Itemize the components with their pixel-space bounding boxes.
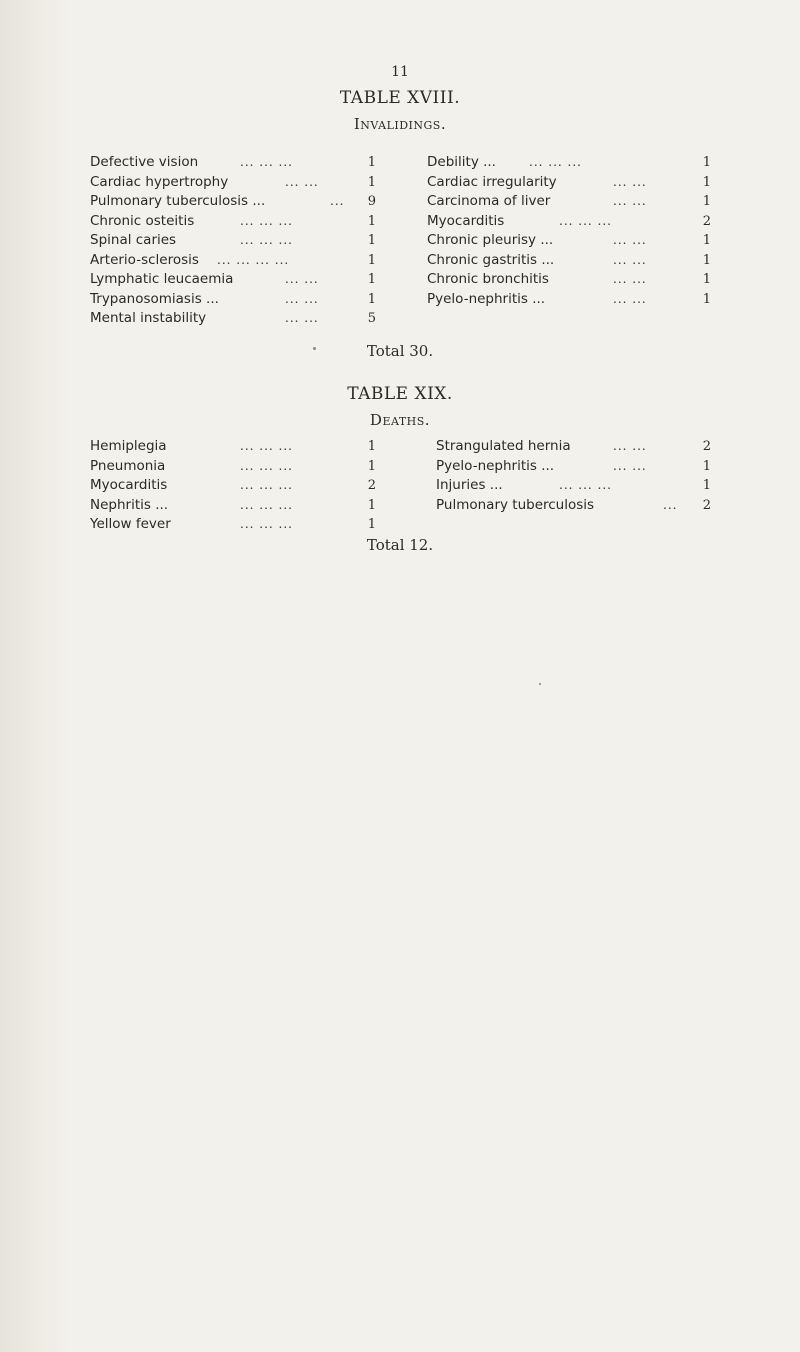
leader-dots: ... ...	[613, 439, 647, 453]
row-label: Pyelo-nephritis ...	[436, 457, 555, 474]
row-label: Chronic gastritis ...	[427, 251, 555, 268]
row-label: Carcinoma of liver	[427, 193, 551, 209]
row-label: Mental instability	[90, 310, 207, 326]
leader-dots: ... ...	[613, 233, 647, 247]
row-label: Strangulated hernia	[436, 438, 571, 454]
row-label: Pneumonia	[90, 457, 166, 474]
leader-dots: ... ...	[613, 291, 647, 306]
page-edge-shading	[0, 0, 70, 1352]
leader-dots: ... ...	[285, 311, 319, 325]
row-count: 1	[367, 233, 376, 248]
leader-dots: ... ...	[613, 194, 647, 208]
table-xviii-title: TABLE XVIII.	[339, 88, 461, 108]
row-count: 1	[367, 252, 376, 268]
leader-dots: ... ... ...	[240, 213, 293, 228]
row-label: Chronic bronchitis	[427, 271, 549, 287]
row-count: 1	[367, 458, 376, 474]
leader-dots: ... ...	[285, 291, 319, 306]
row-count: 1	[367, 439, 376, 454]
row-label: Myocarditis	[427, 212, 505, 229]
row-label: Cardiac hypertrophy	[90, 173, 229, 190]
row-label: Debility ...	[427, 154, 496, 170]
row-count: 1	[702, 272, 711, 287]
table-row	[90, 496, 376, 516]
row-label: Myocarditis	[90, 477, 168, 493]
row-count: 1	[367, 291, 376, 307]
row-label: Chronic osteitis	[90, 212, 195, 229]
table-row	[90, 251, 376, 271]
row-count: 2	[702, 213, 711, 229]
table-row	[90, 153, 376, 173]
row-count: 1	[702, 233, 711, 248]
row-count: 1	[702, 291, 711, 307]
leader-dots: ... ... ...	[240, 439, 293, 453]
leader-dots: ... ...	[613, 252, 647, 267]
row-label: Hemiplegia	[90, 438, 167, 454]
table-row	[90, 290, 376, 310]
table-xviii-left-column	[90, 153, 376, 329]
leader-dots: ... ...	[613, 174, 647, 189]
row-count: 5	[367, 311, 376, 326]
row-label: Pyelo-nephritis ...	[427, 290, 546, 307]
leader-dots: ... ...	[285, 174, 319, 189]
table-xix-left-column	[90, 437, 376, 535]
table-row	[90, 476, 376, 496]
leader-dots: ... ... ...	[529, 155, 582, 169]
row-label: Arterio-sclerosis	[90, 251, 199, 268]
table-row	[90, 457, 376, 477]
row-label: Lymphatic leucaemia	[90, 271, 234, 287]
row-count: 9	[367, 194, 376, 209]
table-row	[436, 457, 711, 477]
ink-speck	[539, 683, 541, 685]
leader-dots: ... ... ... ...	[217, 252, 290, 267]
leader-dots: ... ...	[285, 272, 319, 286]
row-count: 2	[702, 497, 711, 513]
row-count: 1	[702, 174, 711, 190]
table-row	[436, 476, 711, 496]
leader-dots: ... ...	[613, 272, 647, 286]
row-label: Defective vision	[90, 154, 199, 170]
row-count: 1	[367, 155, 376, 170]
row-label: Injuries ...	[436, 477, 503, 493]
table-row	[90, 212, 376, 232]
row-count: 2	[702, 439, 711, 454]
row-label: Trypanosomiasis ...	[90, 290, 219, 307]
table-row	[427, 153, 711, 173]
table-row	[90, 437, 376, 457]
table-row	[427, 290, 711, 310]
row-count: 2	[367, 478, 376, 493]
table-row	[436, 437, 711, 457]
leader-dots: ... ... ...	[240, 478, 293, 492]
row-count: 1	[367, 517, 376, 532]
row-count: 1	[702, 194, 711, 209]
table-row	[427, 231, 711, 251]
table-row	[427, 251, 711, 271]
row-label: Nephritis ...	[90, 496, 169, 513]
table-row	[90, 270, 376, 290]
row-label: Spinal caries	[90, 232, 177, 248]
leader-dots: ... ... ...	[240, 517, 293, 531]
row-count: 1	[367, 213, 376, 229]
table-row	[90, 309, 376, 329]
row-label: Cardiac irregularity	[427, 173, 557, 190]
table-xix-total: Total 12.	[366, 536, 434, 554]
table-xix-title: TABLE XIX.	[347, 384, 453, 404]
row-count: 1	[367, 272, 376, 287]
table-row	[427, 173, 711, 193]
row-count: 1	[702, 478, 711, 493]
row-count: 1	[367, 174, 376, 190]
leader-dots: ...	[330, 194, 345, 208]
leader-dots: ... ... ...	[240, 458, 293, 473]
page-number: 11	[391, 64, 409, 80]
row-label: Pulmonary tuberculosis ...	[90, 193, 266, 209]
table-row	[436, 496, 711, 516]
table-row	[427, 192, 711, 212]
leader-dots: ... ... ...	[240, 233, 293, 247]
leader-dots: ... ...	[613, 458, 647, 473]
leader-dots: ...	[663, 497, 678, 512]
table-xviii-subtitle: Invalidings.	[353, 115, 447, 133]
table-xviii-right-column	[427, 153, 711, 309]
row-label: Pulmonary tuberculosis	[436, 496, 595, 513]
leader-dots: ... ... ...	[240, 497, 293, 512]
row-count: 1	[367, 497, 376, 513]
row-label: Chronic pleurisy ...	[427, 232, 554, 248]
table-row	[90, 231, 376, 251]
row-count: 1	[702, 252, 711, 268]
leader-dots: ... ... ...	[559, 213, 612, 228]
table-row	[90, 192, 376, 212]
table-row	[90, 515, 376, 535]
table-xix-right-column	[436, 437, 711, 515]
table-xviii-total: Total 30.	[366, 342, 434, 360]
leader-dots: ... ... ...	[559, 478, 612, 492]
table-row	[90, 173, 376, 193]
table-xix-subtitle: Deaths.	[369, 411, 431, 429]
row-label: Yellow fever	[90, 516, 171, 532]
table-row	[427, 212, 711, 232]
leader-dots: ... ... ...	[240, 155, 293, 169]
table-row	[427, 270, 711, 290]
row-count: 1	[702, 458, 711, 474]
row-count: 1	[702, 155, 711, 170]
